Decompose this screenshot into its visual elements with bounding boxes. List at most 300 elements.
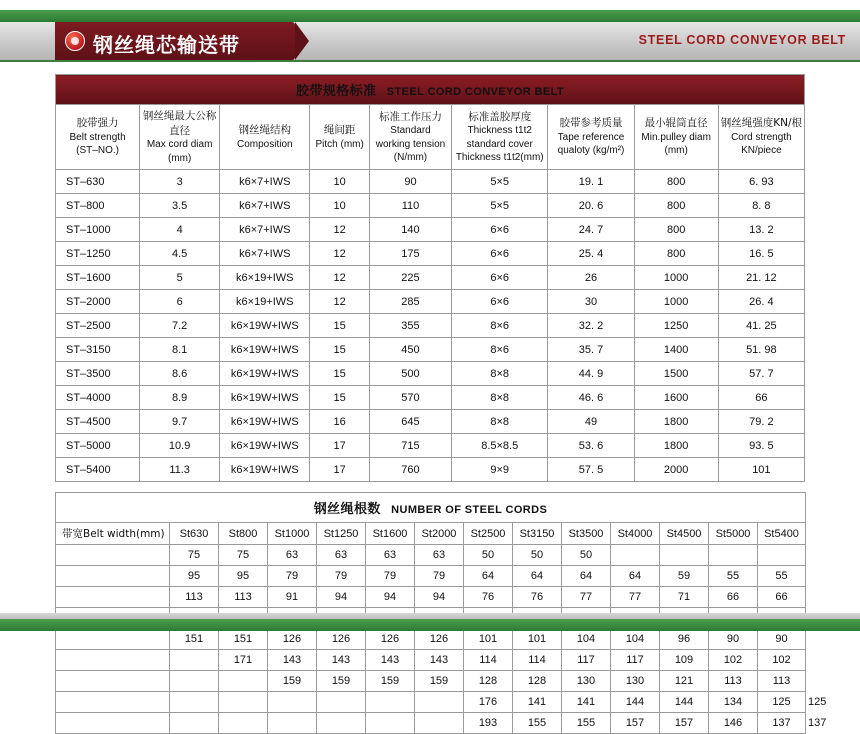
table-cell: 8.6 [140,362,220,386]
cords-title-en: NUMBER OF STEEL CORDS [391,504,548,516]
table-cell: 114 [464,650,513,671]
page-content [0,66,860,734]
table-cell: 193 [464,713,513,734]
table-cell: 26 [548,266,634,290]
col-composition-cn: 钢丝绳结构 [238,124,292,136]
col-min-pulley-diam [634,105,718,170]
table-cell: 6×6 [452,218,548,242]
table-cell: 155 [513,713,562,734]
table-cell: 1400 [634,338,718,362]
table-cell: 1800 [634,410,718,434]
table-cell: 109 [660,650,709,671]
table-cell: 8.5×8.5 [452,434,548,458]
table-row [56,266,805,290]
table-row [56,194,805,218]
belt-width-cell [56,629,170,650]
table-cell: 12 [310,218,370,242]
cords-col-st5000: St5000 [709,523,758,545]
table-cell [758,545,806,566]
table-cell [170,671,219,692]
table-cell: k6×19W+IWS [220,434,310,458]
table-cell: 96 [660,629,709,650]
table-cell: 126 [415,629,464,650]
table-cell [317,692,366,713]
cords-col-st1000: St1000 [268,523,317,545]
table-cell: 6. 93 [718,170,804,194]
table-cell: 137 [758,713,806,734]
table-cell: 225 [369,266,451,290]
col-pitch-en: Pitch (mm) [315,138,364,150]
table-cell: 24. 7 [548,218,634,242]
table-cell: 57. 7 [718,362,804,386]
table-cell: 159 [415,671,464,692]
table-cell [660,545,709,566]
table-cell: 10 [310,194,370,218]
belt-spec-table [55,74,805,482]
table-row: 193 155 155 157 157 146 137 137 [56,713,806,734]
cords-col-st5400: St5400 [758,523,806,545]
belt-strength-cell: ST–4000 [56,386,140,410]
table-cell: 157 [611,713,660,734]
table-cell [366,692,415,713]
table-cell [611,545,660,566]
table-cell: 1000 [634,266,718,290]
table-cell: 151 [219,629,268,650]
table-cell: 8×8 [452,386,548,410]
col-cover-thickness-en: Thickness t1t2 standard cover Thickness t1t2(mm) [455,125,544,163]
table-cell: 800 [634,218,718,242]
table-cell: 130 [562,671,611,692]
table-cell: 159 [268,671,317,692]
table-cell: 8×8 [452,410,548,434]
table-cell: 35. 7 [548,338,634,362]
belt-strength-cell: ST–2000 [56,290,140,314]
table-cell: 113 [709,671,758,692]
table-cell: 1500 [634,362,718,386]
table-cell: 46. 6 [548,386,634,410]
table-cell [170,650,219,671]
table-cell: 143 [268,650,317,671]
table-cell: 113 [219,587,268,608]
page-header [0,0,860,66]
table-cell: 55 [758,566,806,587]
table-cell: 155 [562,713,611,734]
table-cell: 176 [464,692,513,713]
table-row [56,386,805,410]
table-cell: 117 [562,650,611,671]
table-row [56,410,805,434]
table-cell: k6×7+IWS [220,218,310,242]
table-cell: 126 [268,629,317,650]
table-cell: 63 [366,545,415,566]
col-max-cord-diam-cn: 钢丝绳最大公称直径 [142,110,217,137]
col-belt-strength-en: Belt strength (ST–NO.) [69,131,126,157]
table-row [56,458,805,482]
table-row [56,650,806,671]
table-cell: 15 [310,314,370,338]
table-cell: 11.3 [140,458,220,482]
table-cell: 3.5 [140,194,220,218]
table-row [56,566,806,587]
table-cell: 5 [140,266,220,290]
table-cell: 53. 6 [548,434,634,458]
table-cell: 104 [611,629,660,650]
table-cell: 77 [562,587,611,608]
table-cell: 90 [369,170,451,194]
table-row [56,338,805,362]
belt-spec-title-en: STEEL CORD CONVEYOR BELT [386,86,565,98]
table-cell: 570 [369,386,451,410]
table-cell: 64 [513,566,562,587]
table-cell: 17 [310,458,370,482]
table-cell: 66 [758,587,806,608]
table-cell: 12 [310,290,370,314]
col-reference-quality [548,105,634,170]
cords-col-st4000: St4000 [611,523,660,545]
table-cell: 94 [415,587,464,608]
cords-col-belt-width [56,523,170,545]
belt-strength-cell: ST–2500 [56,314,140,338]
table-cell: 90 [709,629,758,650]
table-cell: 140 [369,218,451,242]
table-cell: 157 [660,713,709,734]
table-cell: 6×6 [452,290,548,314]
col-belt-strength-cn: 胶带强力 [76,117,119,130]
header-english-title: STEEL CORD CONVEYOR BELT [638,33,846,47]
header-chinese-title: 钢丝绳芯输送带 [93,33,240,57]
table-cell: 6×6 [452,266,548,290]
table-cell: 10 [310,170,370,194]
table-cell: 126 [317,629,366,650]
belt-width-cell [56,566,170,587]
belt-width-cell [56,713,170,734]
table-cell: 143 [366,650,415,671]
col-belt-strength [56,105,140,170]
table-cell: 19. 1 [548,170,634,194]
table-cell: 7.2 [140,314,220,338]
table-cell: 125 [758,692,806,713]
table-cell: 76 [513,587,562,608]
table-cell: 141 [562,692,611,713]
col-max-cord-diam-en: Max cord diam (mm) [146,139,213,164]
table-row [56,434,805,458]
table-cell: 13. 2 [718,218,804,242]
table-cell: 12 [310,266,370,290]
table-cell: 117 [611,650,660,671]
table-cell: 4 [140,218,220,242]
cords-col-st4500: St4500 [660,523,709,545]
table-cell: 10.9 [140,434,220,458]
table-cell: 15 [310,386,370,410]
table-cell: 113 [758,671,806,692]
table-cell [170,692,219,713]
table-cell: 8×8 [452,362,548,386]
table-cell: 6 [140,290,220,314]
table-cell: k6×19W+IWS [220,314,310,338]
table-cell: 76 [464,587,513,608]
table-cell [170,713,219,734]
cords-col-st800: St800 [219,523,268,545]
col-cord-strength [718,105,804,170]
table-cell: k6×19W+IWS [220,410,310,434]
cords-col-st1250: St1250 [317,523,366,545]
col-pitch [310,105,370,170]
belt-strength-cell: ST–4500 [56,410,140,434]
table-cell: 66 [718,386,804,410]
table-cell: 79 [366,566,415,587]
col-composition-en: Composition [236,138,293,150]
table-row [56,242,805,266]
table-cell: 143 [317,650,366,671]
table-cell: 9.7 [140,410,220,434]
table-cell: 800 [634,242,718,266]
cords-col-st1600: St1600 [366,523,415,545]
table-cell: 126 [366,629,415,650]
table-cell: 175 [369,242,451,266]
table-cell: 760 [369,458,451,482]
col-working-tension-cn: 标准工作压力 [378,110,442,123]
table-cell: 101 [513,629,562,650]
cords-title-cn: 钢丝绳根数 [313,502,381,517]
cords-col-st2500: St2500 [464,523,513,545]
table-cell: 63 [415,545,464,566]
table-cell: 16. 5 [718,242,804,266]
table-cell: 79 [415,566,464,587]
table-cell: 91 [268,587,317,608]
cords-col-st3150: St3150 [513,523,562,545]
table-cell: 64 [611,566,660,587]
belt-strength-cell: ST–800 [56,194,140,218]
table-cell: 128 [464,671,513,692]
table-cell: 94 [317,587,366,608]
table-cell: 50 [562,545,611,566]
col-reference-quality-en: Tape reference qualoty (kg/m²) [557,131,625,157]
table-cell: 93. 5 [718,434,804,458]
table-row [56,587,806,608]
footer-green-stripe [0,619,860,631]
table-cell: 5×5 [452,170,548,194]
table-cell: 128 [513,671,562,692]
red-circle-logo-icon [65,31,85,51]
table-cell: 79. 2 [718,410,804,434]
header-bottom-rule [0,60,860,62]
table-cell: 15 [310,338,370,362]
belt-strength-cell: ST–1250 [56,242,140,266]
table-cell: 500 [369,362,451,386]
col-cord-strength-cn: 钢丝绳强度KN/根 [720,117,803,130]
belt-width-cell [56,587,170,608]
belt-strength-cell: ST–5000 [56,434,140,458]
table-cell: 8×6 [452,338,548,362]
table-cell: 130 [611,671,660,692]
table-cell: 6×6 [452,242,548,266]
belt-spec-title-row [56,75,805,105]
table-cell: 285 [369,290,451,314]
table-cell: k6×19+IWS [220,266,310,290]
cords-header-row [56,523,806,545]
belt-strength-cell: ST–5400 [56,458,140,482]
table-cell: 79 [317,566,366,587]
table-cell: 9×9 [452,458,548,482]
table-cell: 71 [660,587,709,608]
belt-strength-cell: ST–1600 [56,266,140,290]
table-row [56,362,805,386]
belt-width-cell [56,671,170,692]
col-cord-strength-en: Cord strength KN/piece [731,131,792,157]
col-working-tension [369,105,451,170]
belt-width-cell [56,545,170,566]
table-cell [268,692,317,713]
table-cell: 41. 25 [718,314,804,338]
col-pitch-cn: 绳间距 [323,124,356,136]
cords-body [56,545,827,734]
header-green-stripe [0,10,860,22]
table-cell: 143 [415,650,464,671]
table-cell: 151 [170,629,219,650]
cords-col-belt-width-label: 带宽Belt width(mm) [62,528,165,540]
belt-width-cell [56,650,170,671]
table-cell: 95 [170,566,219,587]
table-cell: 1800 [634,434,718,458]
col-max-cord-diam [140,105,220,170]
table-cell: 113 [170,587,219,608]
table-cell: 171 [219,650,268,671]
table-cell: 5×5 [452,194,548,218]
table-cell: 159 [366,671,415,692]
table-cell: 110 [369,194,451,218]
table-cell: 12 [310,242,370,266]
table-cell: 50 [464,545,513,566]
table-row [56,170,805,194]
col-composition [220,105,310,170]
table-cell: 3 [140,170,220,194]
table-cell: 75 [170,545,219,566]
belt-strength-cell: ST–3500 [56,362,140,386]
table-cell: 2000 [634,458,718,482]
col-reference-quality-cn: 胶带参考质量 [559,117,623,130]
header-title-banner [55,22,295,60]
table-cell: 1000 [634,290,718,314]
table-cell: 800 [634,170,718,194]
table-cell: 8.9 [140,386,220,410]
table-cell: 20. 6 [548,194,634,218]
col-min-pulley-diam-cn: 最小辊筒直径 [644,117,708,130]
table-cell: k6×19W+IWS [220,458,310,482]
table-cell: 64 [464,566,513,587]
table-cell: 21. 12 [718,266,804,290]
col-min-pulley-diam-en: Min.pulley diam (mm) [641,131,711,157]
table-cell: 104 [562,629,611,650]
table-row [56,671,806,692]
table-cell: 121 [660,671,709,692]
table-cell: k6×7+IWS [220,242,310,266]
table-cell: 8. 8 [718,194,804,218]
table-cell: 146 [709,713,758,734]
table-cell: 4.5 [140,242,220,266]
table-row [56,314,805,338]
table-cell: 50 [513,545,562,566]
col-cover-thickness [452,105,548,170]
belt-width-cell [56,692,170,713]
table-cell: 15 [310,362,370,386]
table-cell: 57. 5 [548,458,634,482]
belt-spec-title-cn: 胶带规格标准 [295,84,377,99]
belt-strength-cell: ST–1000 [56,218,140,242]
table-cell: 159 [317,671,366,692]
table-cell: 66 [709,587,758,608]
table-cell: 64 [562,566,611,587]
table-cell: 114 [513,650,562,671]
table-cell: 8.1 [140,338,220,362]
table-cell: 715 [369,434,451,458]
table-cell [709,545,758,566]
table-cell: 102 [758,650,806,671]
table-gap [55,482,805,492]
table-cell: 144 [611,692,660,713]
table-cell: 16 [310,410,370,434]
table-cell: 141 [513,692,562,713]
table-cell: 94 [366,587,415,608]
cords-col-st3500: St3500 [562,523,611,545]
table-cell: 32. 2 [548,314,634,338]
table-cell: 25. 4 [548,242,634,266]
table-cell [219,713,268,734]
table-cell: k6×19W+IWS [220,362,310,386]
table-cell [415,692,464,713]
belt-strength-cell: ST–3150 [56,338,140,362]
table-cell: 90 [758,629,806,650]
table-cell: k6×19W+IWS [220,338,310,362]
table-cell: 800 [634,194,718,218]
table-cell: 450 [369,338,451,362]
table-cell: 101 [464,629,513,650]
table-cell: k6×7+IWS [220,194,310,218]
col-working-tension-en: Standard working tension (N/mm) [375,125,446,163]
table-cell: 75 [219,545,268,566]
table-cell: 30 [548,290,634,314]
table-cell: 49 [548,410,634,434]
table-cell [219,692,268,713]
table-cell: 134 [709,692,758,713]
cords-title-row [56,493,806,523]
belt-strength-cell: ST–630 [56,170,140,194]
table-cell: 1250 [634,314,718,338]
table-cell: 1600 [634,386,718,410]
table-cell: 102 [709,650,758,671]
table-cell: 51. 98 [718,338,804,362]
table-cell: 55 [709,566,758,587]
table-cell: 63 [268,545,317,566]
table-cell: k6×19+IWS [220,290,310,314]
table-cell [268,713,317,734]
table-cell: 26. 4 [718,290,804,314]
table-cell: 355 [369,314,451,338]
table-row [56,218,805,242]
cords-col-st2000: St2000 [415,523,464,545]
table-cell: 8×6 [452,314,548,338]
cords-col-st630: St630 [170,523,219,545]
table-cell [366,713,415,734]
belt-spec-header-row [56,105,805,170]
belt-spec-body [56,170,805,482]
table-cell [317,713,366,734]
table-cell: 63 [317,545,366,566]
table-cell: 59 [660,566,709,587]
table-cell: 101 [718,458,804,482]
table-row [56,290,805,314]
table-cell: k6×7+IWS [220,170,310,194]
table-cell: 44. 9 [548,362,634,386]
